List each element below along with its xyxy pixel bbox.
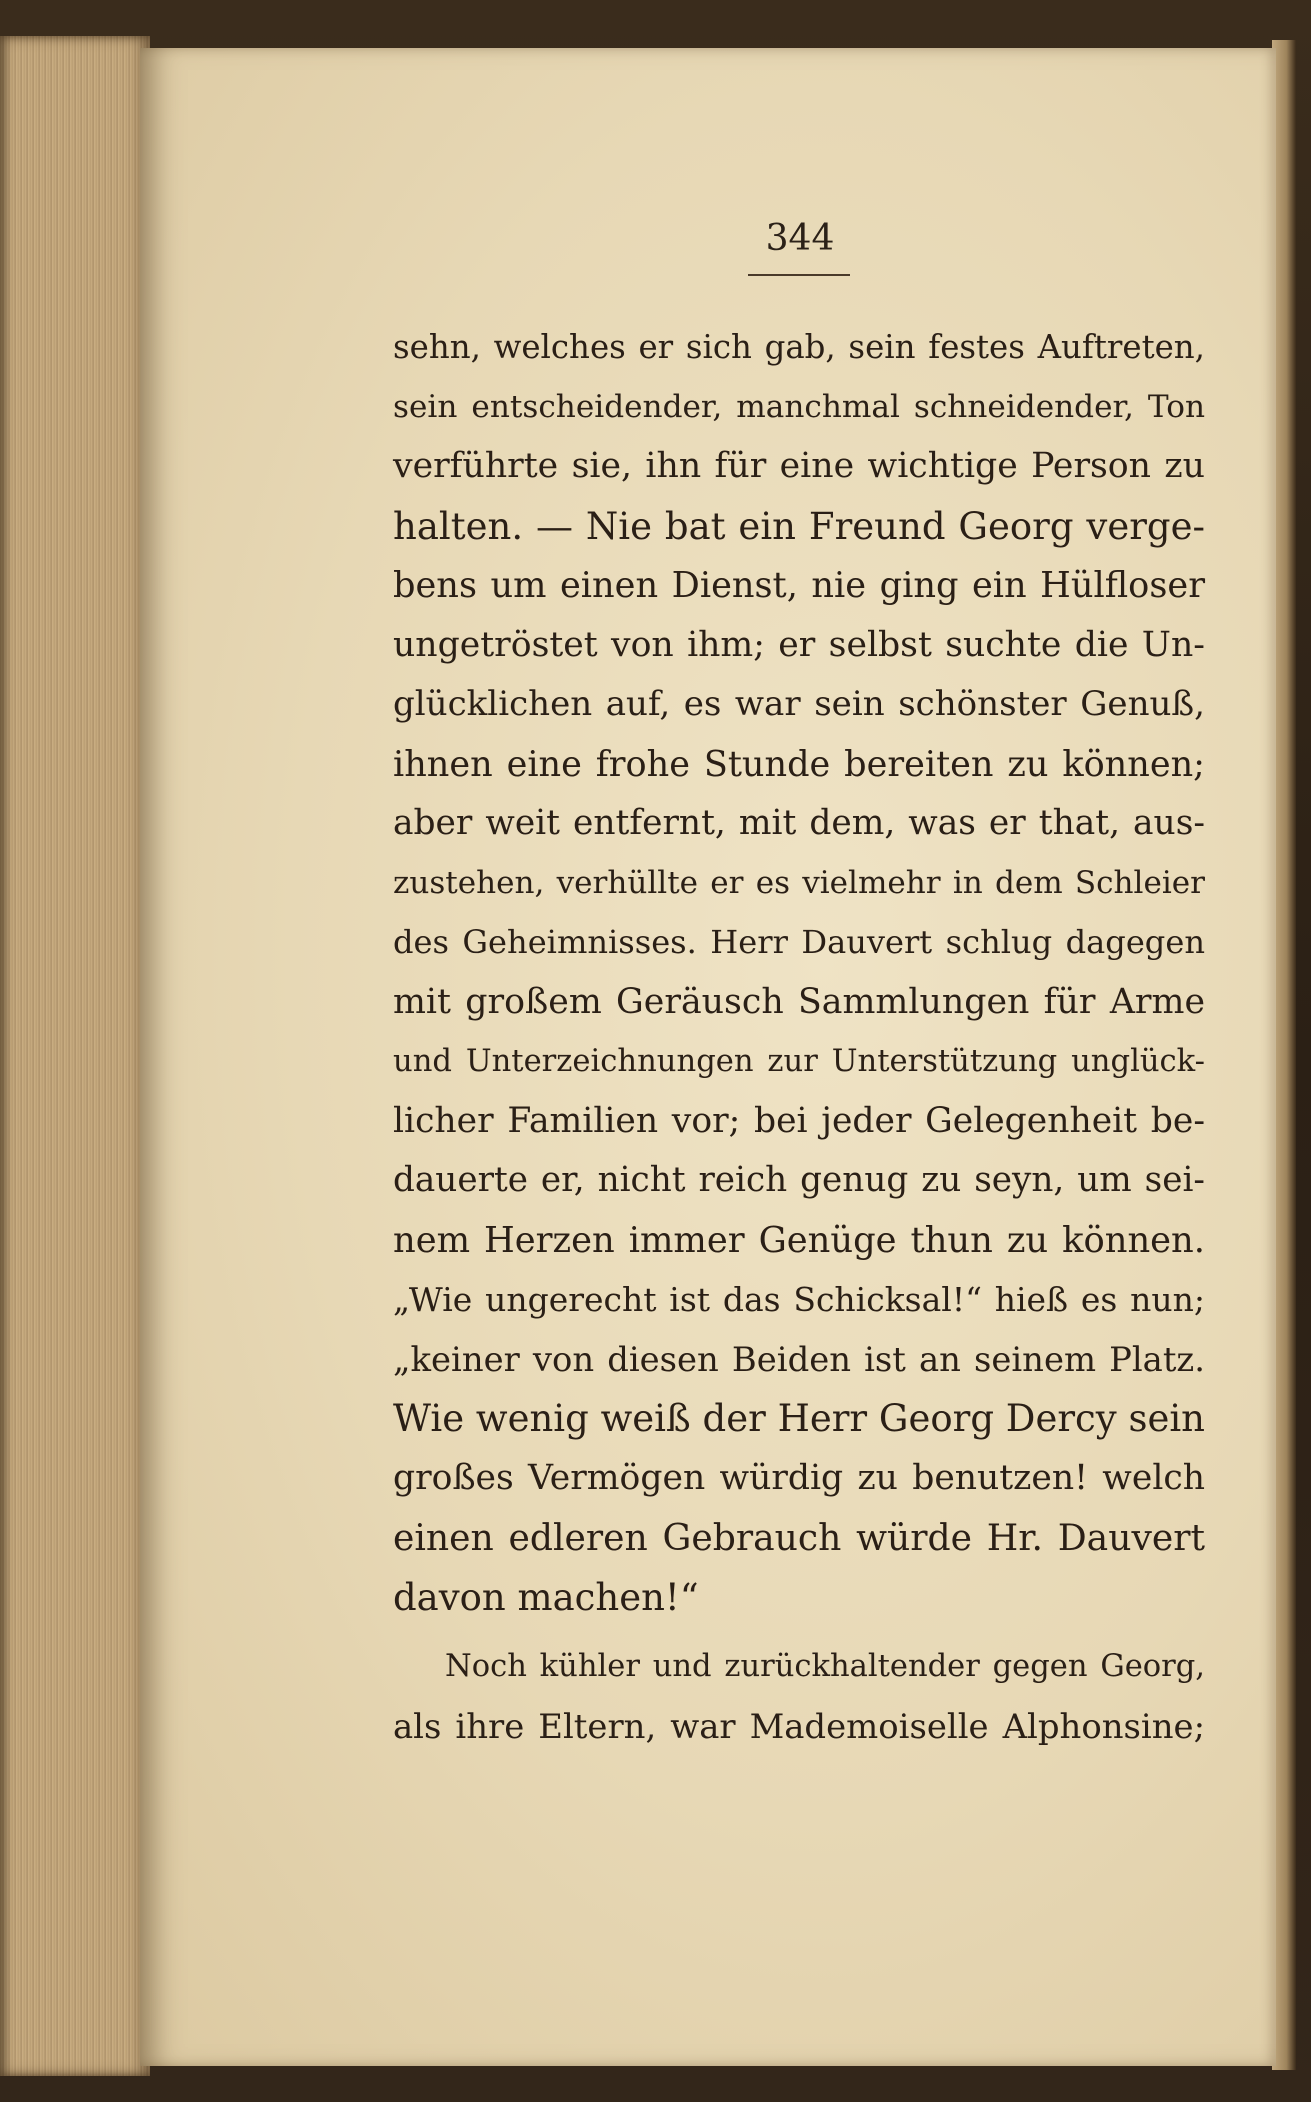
text-line: Wie wenig weiß der Herr Georg Dercy sein <box>393 1397 1205 1440</box>
text-line: großes Vermögen würdig zu benutzen! welch <box>393 1457 1205 1498</box>
page-edges <box>0 36 150 2076</box>
text-line: und Unterzeichnungen zur Unterstützung unglück- <box>393 1044 1205 1079</box>
text-line: halten. — Nie bat ein Freund Georg verge- <box>393 504 1205 548</box>
text-line: ihnen eine frohe Stunde bereiten zu können; <box>393 743 1205 785</box>
text-line: nem Herzen immer Genüge thun zu können. <box>393 1219 1205 1261</box>
text-line: ungetröstet von ihm; er selbst suchte die Un- <box>393 624 1205 665</box>
text-line: mit großem Geräusch Sammlungen für Arme <box>393 981 1205 1022</box>
page-number-rule <box>748 274 850 276</box>
page-number: 344 <box>765 218 835 259</box>
body-text <box>393 318 1205 1756</box>
text-line: verführte sie, ihn für eine wichtige Person zu <box>393 446 1205 486</box>
text-line: sehn, welches er sich gab, sein festes Auftreten, <box>393 328 1205 366</box>
text-line: aber weit entfernt, mit dem, was er that, aus- <box>393 803 1205 843</box>
text-line: davon machen!“ <box>393 1575 699 1619</box>
text-line: dauerte er, nicht reich genug zu seyn, um sei- <box>393 1160 1205 1200</box>
text-line: licher Familien vor; bei jeder Gelegenheit be- <box>393 1100 1205 1141</box>
text-line: „Wie ungerecht ist das Schicksal!“ hieß es nun; <box>393 1280 1205 1319</box>
text-line: bens um einen Dienst, nie ging ein Hülfloser <box>393 565 1205 606</box>
text-line: glücklichen auf, es war sein schönster Genuß, <box>393 684 1205 724</box>
text-line: des Geheimnisses. Herr Dauvert schlug dagegen <box>393 923 1205 961</box>
text-line: einen edleren Gebrauch würde Hr. Dauvert <box>393 1516 1205 1559</box>
text-line: „keiner von diesen Beiden ist an seinem Platz. <box>393 1339 1205 1379</box>
text-line: sein entscheidender, manchmal schneidender, Ton <box>393 388 1205 425</box>
text-line: als ihre Eltern, war Mademoiselle Alphonsine; <box>393 1706 1205 1746</box>
paragraph-start-line: Noch kühler und zurückhaltender gegen Georg, <box>445 1649 1205 1684</box>
text-line: zustehen, verhüllte er es vielmehr in dem Schleier <box>393 864 1205 901</box>
